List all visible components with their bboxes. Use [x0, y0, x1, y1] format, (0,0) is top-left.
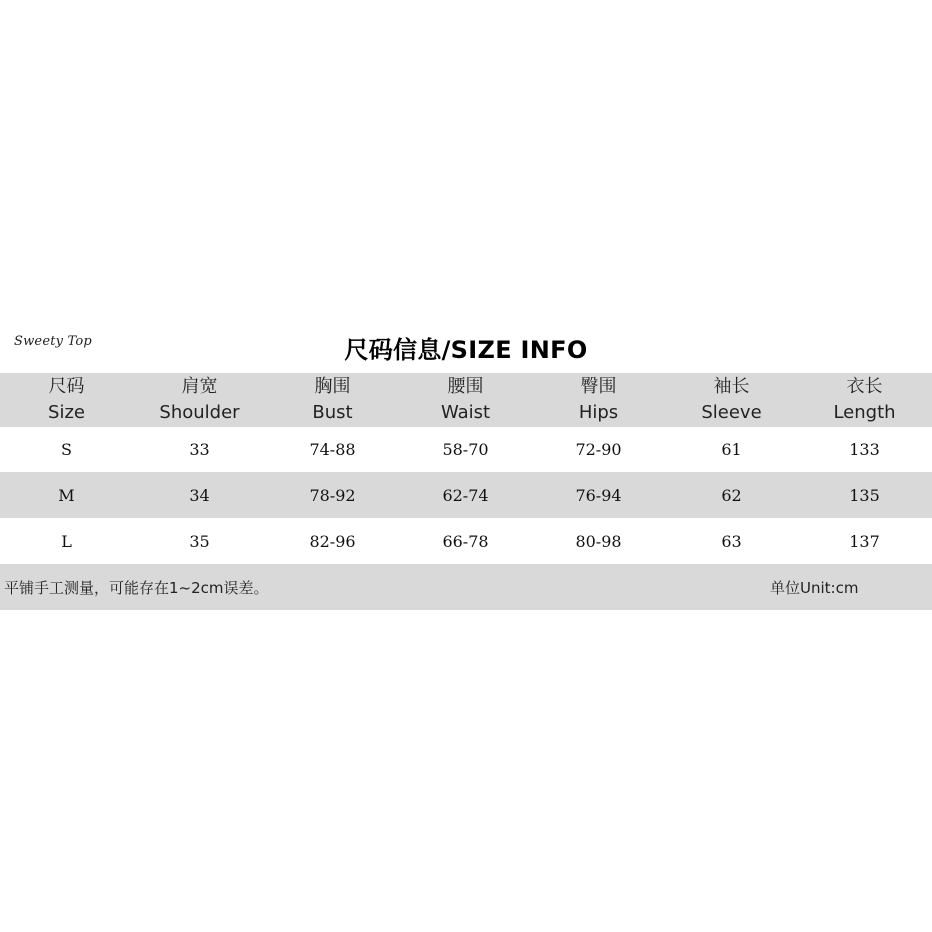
header-shoulder-cn: 肩宽 [181, 376, 218, 397]
page-title: 尺码信息/SIZE INFO [344, 336, 588, 364]
header-hips-cn: 臀围 [580, 376, 617, 397]
cell-bust: 74-88 [309, 440, 356, 459]
cell-waist: 58-70 [442, 440, 489, 459]
cell-hips: 80-98 [575, 531, 622, 551]
header-sleeve-en: Sleeve [701, 402, 762, 423]
header-length-cn: 衣长 [846, 376, 883, 397]
cell-bust: 78-92 [309, 485, 356, 505]
cell-waist: 66-78 [442, 531, 489, 551]
size-table-footer [0, 564, 932, 610]
header-hips-en: Hips [578, 402, 619, 423]
size-table-header [0, 373, 932, 427]
brand-logo: Sweety Top [14, 334, 92, 349]
cell-length: 133 [849, 440, 880, 459]
header-size-en: Size [48, 402, 85, 423]
header-waist-en: Waist [440, 402, 491, 423]
cell-size: S [61, 440, 72, 459]
table-row [0, 472, 932, 518]
cell-shoulder: 34 [189, 485, 210, 505]
header-size [0, 374, 133, 426]
cell-shoulder: 33 [189, 440, 210, 459]
header-sleeve [665, 374, 798, 426]
cell-size: L [61, 531, 72, 551]
cell-shoulder: 35 [189, 531, 210, 551]
header-waist [399, 374, 532, 426]
cell-size: M [58, 485, 75, 505]
cell-bust: 82-96 [309, 531, 356, 551]
measurement-note: 平铺手工测量，可能存在1~2cm误差。 [4, 578, 269, 597]
cell-hips: 76-94 [575, 485, 622, 505]
header-length-en: Length [833, 402, 896, 423]
header-bust-cn: 胸围 [314, 376, 351, 397]
header-hips [532, 374, 665, 426]
cell-hips: 72-90 [575, 440, 622, 459]
table-row [0, 427, 932, 472]
header-size-cn: 尺码 [48, 376, 85, 397]
cell-sleeve: 63 [721, 531, 742, 551]
header-bust-en: Bust [312, 402, 353, 423]
header-length [798, 374, 931, 426]
unit-label: 单位Unit:cm [770, 578, 859, 597]
cell-length: 135 [849, 485, 880, 505]
header-shoulder-en: Shoulder [159, 402, 240, 423]
table-row [0, 518, 932, 564]
cell-waist: 62-74 [442, 485, 489, 505]
cell-sleeve: 61 [721, 440, 742, 459]
cell-sleeve: 62 [721, 485, 742, 505]
header-bust [266, 374, 399, 426]
header-waist-cn: 腰围 [447, 376, 484, 397]
header-sleeve-cn: 袖长 [713, 376, 750, 397]
cell-length: 137 [849, 531, 880, 551]
header-shoulder [133, 374, 266, 426]
